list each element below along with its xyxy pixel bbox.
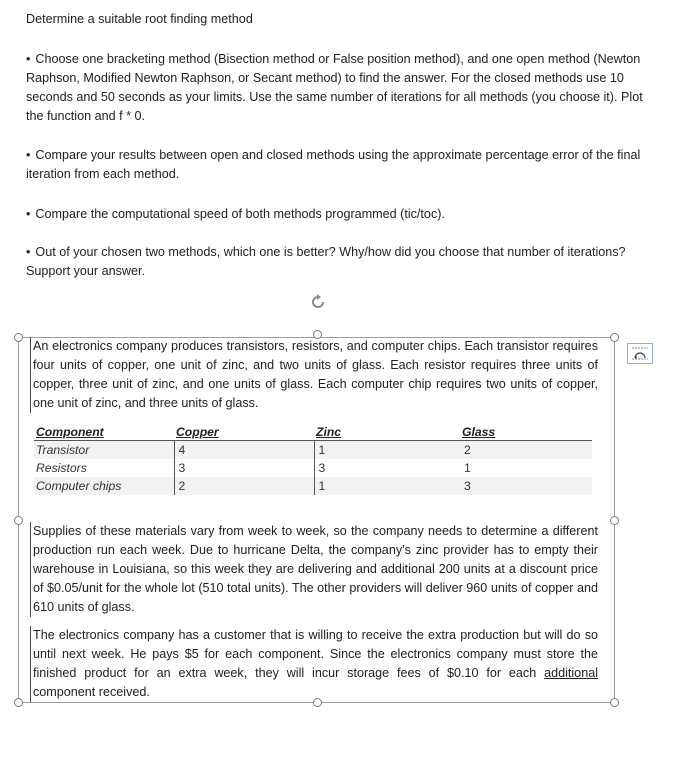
- copper-cell: 2: [174, 477, 314, 495]
- table-row: [34, 477, 592, 495]
- component-cell: Computer chips: [34, 477, 174, 495]
- header-copper: Copper: [174, 424, 314, 441]
- resize-handle-top-right[interactable]: [610, 333, 619, 342]
- resize-handle-left[interactable]: [14, 516, 23, 525]
- underlined-word: additional: [544, 666, 598, 680]
- header-glass: Glass: [460, 424, 592, 441]
- glass-cell: 1: [464, 461, 471, 475]
- zinc-cell: 3: [314, 459, 460, 477]
- supplies-paragraph: Supplies of these materials vary from week to week, so the company needs to determine a different production run each week. Due to hurricane Delta, the company’s zinc provider has to empty their warehouse in Louisiana, so this week they are delivering and additional 200 units at a discount price of $0.05/unit for the whole lot (510 total units). The other providers will deliver 960 units of copper and 610 units of glass.: [30, 522, 598, 617]
- resize-handle-right[interactable]: [610, 516, 619, 525]
- table-row: [34, 459, 592, 477]
- header-zinc: Zinc: [314, 424, 460, 441]
- materials-table: [34, 424, 592, 495]
- intro-paragraph: An electronics company produces transistors, resistors, and computer chips. Each transistor requires four units of copper, one unit of zinc, and two units of glass. Each resistor requires three units of copper, three unit of zinc, and one units of glass. Each computer chip requires two units of copper, one unit of zinc, and three units of glass.: [30, 337, 598, 413]
- component-cell: Resistors: [36, 461, 87, 475]
- bullet-1: • Choose one bracketing method (Bisection method or False position method), and one open method (Newton Raphson, Modified Newton Raphson, or Secant method) to find the answer. For the closed methods use 10 seconds and 50 seconds as your limits. Use the same number of iterations for all methods (you choose it). Plot the function and f * 0.: [26, 50, 656, 126]
- resize-handle-top-left[interactable]: [14, 333, 23, 342]
- glass-cell: 2: [460, 441, 592, 460]
- copper-cell: 4: [174, 441, 314, 460]
- heading: Determine a suitable root finding method: [26, 12, 253, 26]
- table-header-row: [34, 424, 592, 441]
- table-row: [34, 441, 592, 460]
- bullet-3: • Compare the computational speed of both methods programmed (tic/toc).: [26, 205, 656, 224]
- zinc-cell: 1: [314, 441, 460, 460]
- customer-text-end: component received.: [33, 685, 150, 699]
- bullet-2: • Compare your results between open and closed methods using the approximate percentage error of the final iteration from each method.: [26, 146, 656, 184]
- customer-paragraph: [30, 626, 598, 702]
- customer-text: The electronics company has a customer that is willing to receive the extra production but will do so until next week. He pays $5 for each component. Since the electronics company must store the finished product for an extra week, they will incur storage fees of $0.10 for each: [33, 628, 598, 680]
- zinc-cell: 1: [314, 477, 460, 495]
- layout-options-icon[interactable]: [627, 343, 653, 364]
- header-component: Component: [34, 424, 174, 441]
- rotate-handle-icon[interactable]: [308, 292, 328, 312]
- copper-cell: 3: [174, 459, 314, 477]
- resize-handle-bottom-left[interactable]: [14, 698, 23, 707]
- bullet-4: • Out of your chosen two methods, which one is better? Why/how did you choose that number of iterations? Support your answer.: [26, 243, 656, 281]
- component-cell: Transistor: [34, 441, 174, 460]
- glass-cell: 3: [460, 477, 592, 495]
- resize-handle-bottom-right[interactable]: [610, 698, 619, 707]
